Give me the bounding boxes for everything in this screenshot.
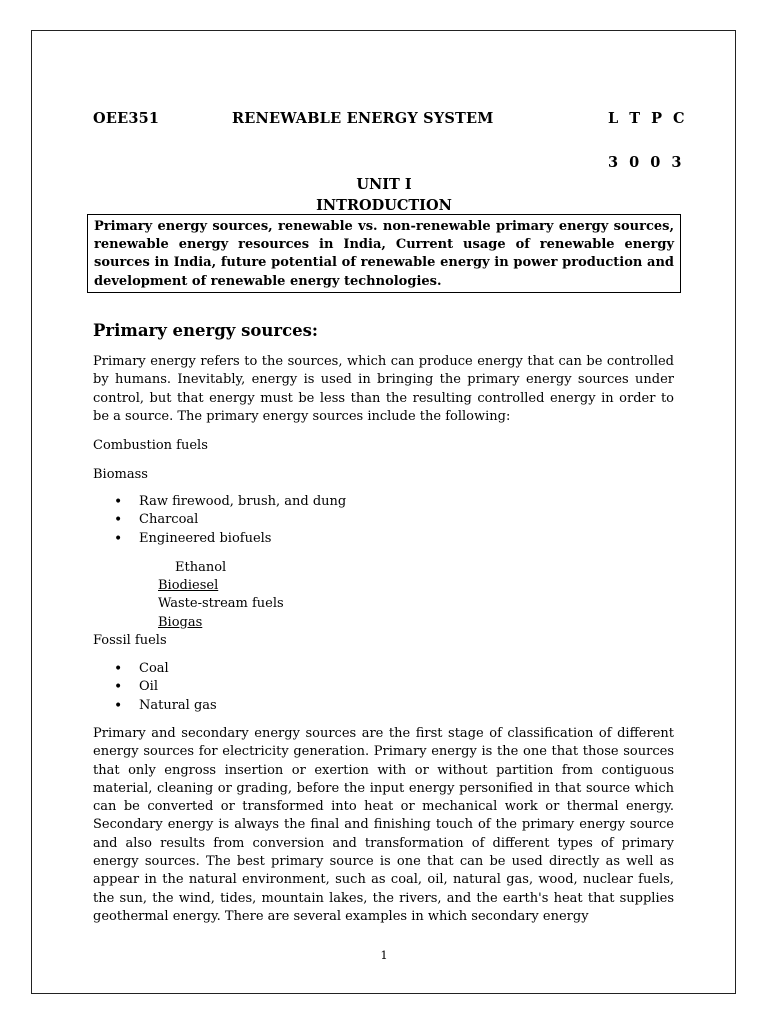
page-number: 1 <box>380 948 388 962</box>
biofuel-biodiesel-link[interactable]: Biodiesel <box>158 578 219 593</box>
list-item: • Coal <box>114 661 169 677</box>
fossil-fuels-label: Fossil fuels <box>93 633 167 648</box>
syllabus-box: Primary energy sources, renewable vs. non-renewable primary energy sources, renewable energy resources in India, Current usage of renewable energy sources in India, future potential of renewable energy in power production and development of renewable energy technologies. <box>87 214 681 293</box>
unit-title: INTRODUCTION <box>316 197 452 214</box>
list-item: • Natural gas <box>114 697 217 714</box>
course-title: RENEWABLE ENERGY SYSTEM <box>232 110 494 127</box>
section-heading: Primary energy sources: <box>93 321 319 340</box>
bullet-icon: • <box>114 679 123 696</box>
list-item: • Oil <box>114 679 158 696</box>
body-paragraph: Primary and secondary energy sources are the first stage of classification of different energy sources for electricity generation. Primary energy is the one that those sources that only engross insertion or exertion with or without partition from contiguous material, cleaning or grading, before the input energy personified in that source which can be converted or transformed into heat or mechanical work or thermal energy. Secondary energy is always the final and finishing touch of the primary energy source and also results from conversion and transformation of different types of primary energy sources. The best primary source is one that can be used directly as well as appear in the natural environment, such as coal, oil, natural gas, wood, nuclear fuels, the sun, the wind, tides, mountain lakes, the rivers, and the earth's heat that supplies geothermal energy. There are several examples in which secondary energy <box>93 726 674 924</box>
bullet-icon: • <box>114 494 123 510</box>
list-item: • Raw firewood, brush, and dung <box>114 494 347 510</box>
list-item: • Charcoal <box>114 512 199 529</box>
intro-paragraph: Primary energy refers to the sources, which can produce energy that can be controlled by humans. Inevitably, energy is used in bringing the primary energy sources under control, but that energy must be less than the resulting controlled energy in order to be a source. The primary energy sources include the following: <box>93 354 674 424</box>
bullet-icon: • <box>114 661 123 677</box>
biofuel-biogas-link[interactable]: Biogas <box>158 615 203 630</box>
bullet-icon: • <box>114 512 123 529</box>
list-item: • Engineered biofuels <box>114 530 272 547</box>
bullet-icon: • <box>114 530 123 547</box>
biomass-list <box>93 493 346 548</box>
ltpc-values: 3 0 0 3 <box>608 154 685 171</box>
ltpc-label: L T P C <box>608 110 688 127</box>
course-code: OEE351 <box>93 110 160 127</box>
combustion-fuels-label: Combustion fuels <box>93 438 208 453</box>
fossil-list <box>93 660 217 715</box>
biofuel-ethanol: Ethanol <box>175 560 227 575</box>
unit-number: UNIT I <box>356 176 412 193</box>
biofuel-waste-stream: Waste-stream fuels <box>158 596 284 611</box>
bullet-icon: • <box>114 697 123 714</box>
biomass-label: Biomass <box>93 467 148 482</box>
